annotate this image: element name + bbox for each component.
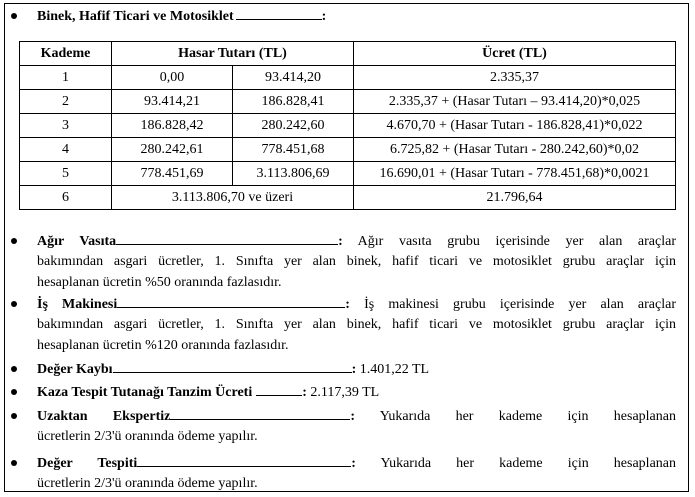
cell-kademe: 6 (20, 186, 112, 210)
cell-min: 280.242,61 (112, 138, 233, 162)
bullet-icon (11, 413, 17, 419)
item-label: Uzaktan Ekspertiz (37, 409, 171, 424)
bullet-icon (11, 389, 17, 395)
item-is-makinesi-line3: hesaplanan ücretin %120 oranında fazlasıdır. (37, 338, 289, 353)
cell-ucret: 16.690,01 + (Hasar Tutarı - 778.451,68)*0,0021 (354, 162, 676, 186)
cell-kademe: 4 (20, 138, 112, 162)
cell-min: 0,00 (112, 66, 233, 90)
table-row (20, 186, 676, 210)
bullet-icon (11, 366, 17, 372)
cell-max: 778.451,68 (233, 138, 354, 162)
cell-kademe: 2 (20, 90, 112, 114)
cell-max: 93.414,20 (233, 66, 354, 90)
cell-ucret: 2.335,37 + (Hasar Tutarı – 93.414,20)*0,025 (354, 90, 676, 114)
bullet-icon (11, 301, 17, 307)
cell-min: 93.414,21 (112, 90, 233, 114)
cell-kademe: 1 (20, 66, 112, 90)
cell-min: 186.828,42 (112, 114, 233, 138)
tariff-table (19, 41, 676, 210)
cell-max: 280.242,60 (233, 114, 354, 138)
item-is-makinesi-line1: İş Makinesi : İş makinesi grubu içerisinde yer alan araçlar (37, 297, 677, 312)
cell-kademe: 3 (20, 114, 112, 138)
header-ucret: Ücret (TL) (354, 42, 676, 66)
cell-ucret: 21.796,64 (354, 186, 676, 210)
item-is-makinesi-line2: bakımından asgari ücretler, 1. Sınıfta yer alan binek, hafif ticari ve motosiklet grubu araçlar için (37, 317, 676, 332)
item-label: İş Makinesi (37, 297, 118, 312)
item-agir-vasita-line3: hesaplanan ücretin %50 oranında fazlasıdır. (37, 275, 282, 290)
table-row (20, 138, 676, 162)
item-label: Ağır Vasıta (37, 234, 117, 249)
item-deger-tespiti-line1: Değer Tespiti : Yukarıda her kademe için hesaplanan (37, 456, 676, 471)
cell-max: 186.828,41 (233, 90, 354, 114)
cell-ucret: 6.725,82 + (Hasar Tutarı - 280.242,60)*0,02 (354, 138, 676, 162)
cell-kademe: 5 (20, 162, 112, 186)
item-uzaktan-ekspertiz-line1: Uzaktan Ekspertiz : Yukarıda her kademe için hesaplanan (37, 409, 676, 424)
item-value: 1.401,22 TL (359, 362, 430, 377)
cell-ucret: 4.670,70 + (Hasar Tutarı - 186.828,41)*0,022 (354, 114, 676, 138)
cell-max: 3.113.806,69 (233, 162, 354, 186)
item-agir-vasita-line1: Ağır Vasıta : Ağır vasıta grubu içerisinde yer alan araçlar (37, 234, 676, 249)
table-row (20, 114, 676, 138)
bullet-icon (11, 13, 17, 19)
header-hasar-tutari: Hasar Tutarı (TL) (112, 42, 354, 66)
table-row (20, 90, 676, 114)
item-uzaktan-ekspertiz-line2: ücretlerin 2/3'ü oranında ödeme yapılır. (37, 429, 258, 444)
header-kademe: Kademe (20, 42, 112, 66)
item-kaza-tespit: Kaza Tespit Tutanağı Tanzim Ücreti : 2.117,39 TL (37, 385, 380, 400)
bullet-icon (11, 238, 17, 244)
item-label: Kaza Tespit Tutanağı Tanzim Ücreti (37, 385, 253, 400)
cell-ucret: 2.335,37 (354, 66, 676, 90)
table-header-row (20, 42, 676, 66)
item-deger-kaybi: Değer Kaybı : 1.401,22 TL (37, 362, 430, 377)
table-row (20, 162, 676, 186)
item-deger-tespiti-line2: ücretlerin 2/3'ü oranında ödeme yapılır. (37, 476, 258, 491)
item-agir-vasita-line2: bakımından asgari ücretler, 1. Sınıfta yer alan binek, hafif ticari ve motosiklet grubu araçlar için (37, 254, 676, 269)
cell-min: 778.451,69 (112, 162, 233, 186)
table-row (20, 66, 676, 90)
item-label: Değer Kaybı (37, 362, 113, 377)
section-title: Binek, Hafif Ticari ve Motosiklet : (37, 9, 327, 24)
item-label: Değer Tespiti (37, 456, 138, 471)
bullet-icon (11, 460, 17, 466)
cell-range: 3.113.806,70 ve üzeri (112, 186, 354, 210)
item-value: 2.117,39 TL (310, 385, 380, 400)
